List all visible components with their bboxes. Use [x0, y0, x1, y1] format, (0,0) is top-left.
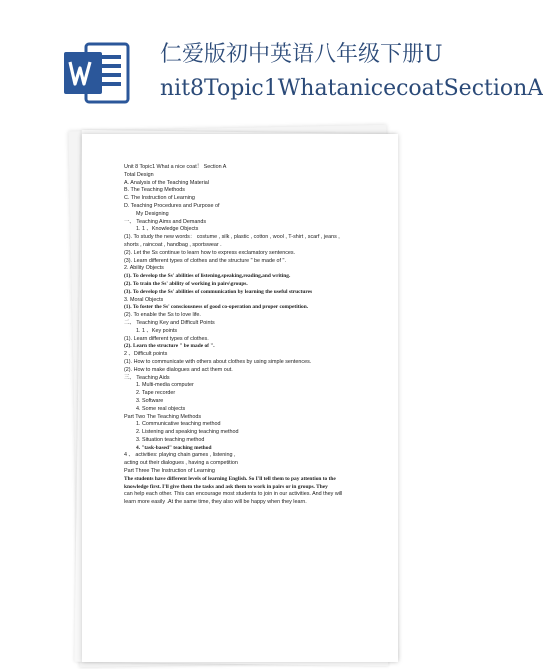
document-page: [82, 134, 398, 662]
document-line: 1. 1 、Knowledge Objects: [136, 226, 199, 233]
document-line: 二、 Teaching Key and Difficult Points: [124, 319, 215, 326]
word-icon: [62, 38, 132, 108]
document-line: 1. Communicative teaching method: [136, 421, 221, 428]
document-line: 1. Multi-media computer: [136, 382, 194, 389]
document-line: 2 、Difficult points: [124, 351, 168, 358]
document-line: 4. Some real objects: [136, 405, 186, 412]
document-line: (3). Learn different types of clothes and the structure " be made of ".: [124, 257, 286, 264]
document-line: shorts , raincoat , handbag , sportswear .: [124, 241, 222, 248]
document-line: 一、 Teaching Aims and Demands: [124, 218, 207, 225]
document-line: Unit 8 Topic1 What a nice coat！ Section A: [124, 164, 227, 170]
document-line: 2. Listening and speaking teaching method: [136, 429, 239, 436]
header-banner: [0, 0, 543, 125]
document-line: 3. Software: [136, 397, 164, 404]
document-line: (1). How to communicate with others about clothes by using simple sentences.: [124, 358, 312, 365]
document-line: 三、 Teaching Aids: [124, 374, 170, 381]
document-line: 3. Moral Objects: [124, 296, 164, 303]
document-line: Part Three The Instruction of Learning: [124, 468, 215, 475]
document-line: (1). To develop the Ss' abilities of listening,speaking,reading,and writing.: [124, 273, 291, 280]
document-line: (2). Learn the structure " be made of ".: [124, 343, 215, 350]
title-line-1: 仁爱版初中英语八年级下册U: [160, 42, 443, 67]
document-line: 4 、 activities: playing chain games , listening ,: [124, 452, 236, 459]
document-line: 4. "task-based" teaching method: [136, 444, 212, 451]
document-line: acting out their dialogues , having a competition: [124, 460, 238, 467]
document-line: The students have different levels of learning English. So I'll tell them to pay attention to the: [124, 475, 336, 482]
document-line: 2. Ability Objects: [124, 265, 164, 272]
document-line: knowledge first. I'll give them the tasks and ask them to work in pairs or in groups. They: [124, 483, 328, 490]
document-line: 1. 1 、Key points: [136, 327, 178, 334]
document-line: Total Design: [124, 171, 154, 178]
title-line-2: nit8Topic1WhatanicecoatSectionA: [160, 76, 543, 101]
document-line: A. Analysis of the Teaching Material: [124, 179, 209, 186]
document-line: 2. Tape recorder: [136, 390, 176, 397]
document-line: B. The Teaching Methods: [124, 187, 185, 194]
document-line: Part Two The Teaching Methods: [124, 413, 202, 420]
document-line: (2). Let the Ss continue to learn how to express exclamatory sentences.: [124, 249, 296, 256]
document-line: My Designing: [136, 210, 169, 217]
document-line: learn more easily .At the same time, they also will be happy when they learn.: [124, 499, 307, 506]
document-line: (1). Learn different types of clothes.: [124, 335, 209, 342]
document-body: [124, 164, 396, 507]
document-line: C. The Instruction of Learning: [124, 195, 195, 202]
document-line: 3. Situation teaching method: [136, 436, 205, 443]
document-line: (2). How to make dialogues and act them out.: [124, 366, 233, 373]
document-line: can help each other. This can encourage most students to join in our activities. And they will: [124, 491, 343, 498]
document-line: (2). To train the Ss' ability of working in pairs\groups.: [124, 280, 248, 287]
document-line: (2). To enable the Ss to love life.: [124, 312, 201, 319]
document-line: (3). To develop the Ss' abilities of communication by learning the useful structures: [124, 288, 313, 295]
document-line: D. Teaching Procedures and Purpose of: [124, 202, 220, 209]
page-title: [160, 38, 543, 106]
document-line: (1). To study the new words： costume , silk , plastic , cotton , wool , T-shirt , scarf , jeans ,: [124, 234, 340, 241]
document-line: (1). To foster the Ss' consciousness of good co-operation and proper competition.: [124, 304, 309, 311]
